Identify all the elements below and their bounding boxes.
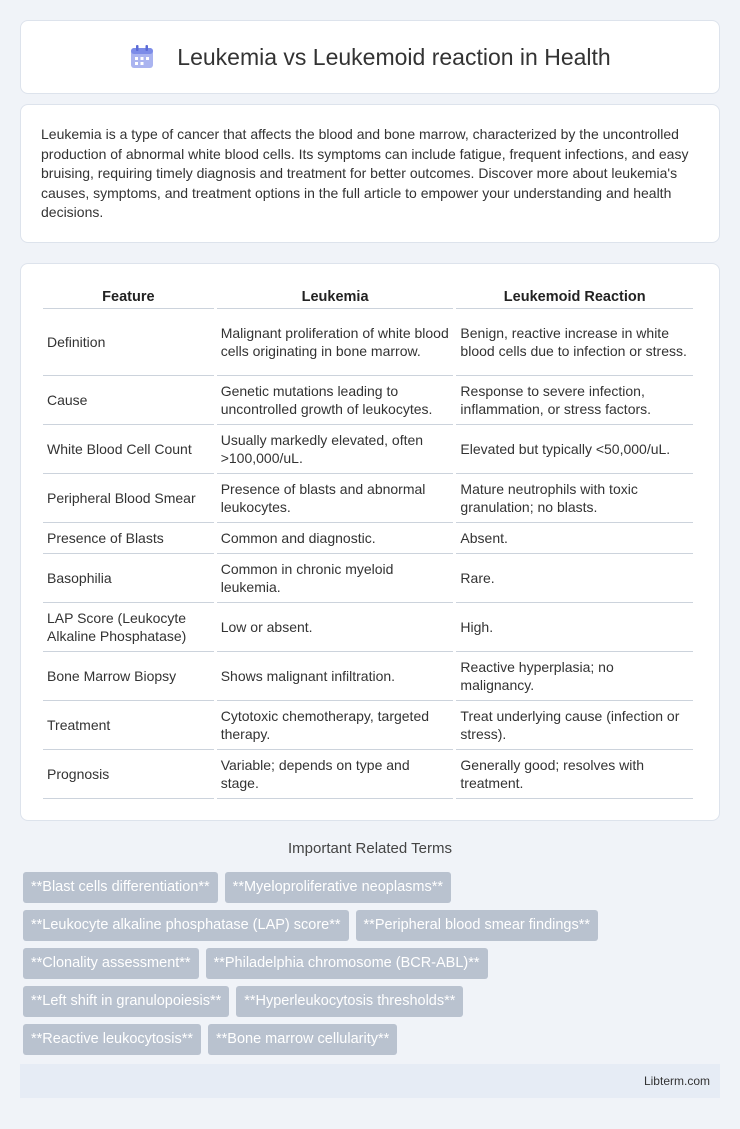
- feature-cell: Basophilia: [43, 554, 214, 603]
- feature-cell: Cause: [43, 376, 214, 425]
- related-term-tag[interactable]: **Myeloproliferative neoplasms**: [225, 872, 451, 903]
- table-row: [43, 603, 693, 652]
- related-term-tag[interactable]: **Leukocyte alkaline phosphatase (LAP) score**: [23, 910, 349, 941]
- feature-cell: Bone Marrow Biopsy: [43, 652, 214, 701]
- leukemoid-cell: Elevated but typically <50,000/uL.: [456, 425, 693, 474]
- leukemoid-cell: Response to severe infection, inflammation, or stress factors.: [456, 376, 693, 425]
- leukemia-cell: Variable; depends on type and stage.: [217, 750, 454, 799]
- column-header: Leukemia: [217, 284, 454, 309]
- leukemoid-cell: Benign, reactive increase in white blood cells due to infection or stress.: [456, 309, 693, 376]
- feature-cell: LAP Score (Leukocyte Alkaline Phosphatase): [43, 603, 214, 652]
- feature-cell: Treatment: [43, 701, 214, 750]
- table-row: [43, 554, 693, 603]
- leukemoid-cell: Reactive hyperplasia; no malignancy.: [456, 652, 693, 701]
- leukemia-cell: Common and diagnostic.: [217, 523, 454, 554]
- column-header: Leukemoid Reaction: [456, 284, 693, 309]
- tag-row: [23, 910, 723, 941]
- leukemia-cell: Malignant proliferation of white blood cells originating in bone marrow.: [217, 309, 454, 376]
- feature-cell: Definition: [43, 309, 214, 376]
- related-term-tag[interactable]: **Blast cells differentiation**: [23, 872, 218, 903]
- footer-brand-link[interactable]: Libterm.com: [643, 1074, 710, 1088]
- related-term-tag[interactable]: **Clonality assessment**: [23, 948, 199, 979]
- column-header: Feature: [43, 284, 214, 309]
- related-term-tag[interactable]: **Hyperleukocytosis thresholds**: [236, 986, 463, 1017]
- leukemoid-cell: Generally good; resolves with treatment.: [456, 750, 693, 799]
- leukemoid-cell: Treat underlying cause (infection or stress).: [456, 701, 693, 750]
- table-row: [43, 309, 693, 376]
- table-header-row: [43, 284, 693, 309]
- page-title: Leukemia vs Leukemoid reaction in Health: [177, 43, 611, 70]
- leukemia-cell: Cytotoxic chemotherapy, targeted therapy.: [217, 701, 454, 750]
- leukemia-cell: Usually markedly elevated, often >100,000/uL.: [217, 425, 454, 474]
- leukemia-cell: Low or absent.: [217, 603, 454, 652]
- leukemia-cell: Presence of blasts and abnormal leukocytes.: [217, 474, 454, 523]
- related-term-tag[interactable]: **Peripheral blood smear findings**: [356, 910, 599, 941]
- intro-card: [20, 104, 720, 243]
- related-term-tag[interactable]: **Left shift in granulopoiesis**: [23, 986, 229, 1017]
- leukemia-cell: Common in chronic myeloid leukemia.: [217, 554, 454, 603]
- table-row: [43, 523, 693, 554]
- table-row: [43, 652, 693, 701]
- comparison-card: [20, 263, 720, 821]
- tag-row: [23, 1024, 723, 1055]
- table-row: [43, 474, 693, 523]
- calendar-icon: [129, 44, 155, 70]
- leukemoid-cell: Absent.: [456, 523, 693, 554]
- footer: [20, 1064, 720, 1098]
- related-terms-title: Important Related Terms: [288, 840, 452, 857]
- feature-cell: Prognosis: [43, 750, 214, 799]
- leukemia-cell: Genetic mutations leading to uncontrolled growth of leukocytes.: [217, 376, 454, 425]
- feature-cell: White Blood Cell Count: [43, 425, 214, 474]
- feature-cell: Presence of Blasts: [43, 523, 214, 554]
- tag-row: [23, 948, 723, 979]
- leukemoid-cell: Mature neutrophils with toxic granulation; no blasts.: [456, 474, 693, 523]
- table-row: [43, 750, 693, 799]
- tag-row: [23, 872, 723, 903]
- leukemoid-cell: High.: [456, 603, 693, 652]
- related-term-tag[interactable]: **Reactive leukocytosis**: [23, 1024, 201, 1055]
- related-term-tag[interactable]: **Bone marrow cellularity**: [208, 1024, 397, 1055]
- header-card: [20, 20, 720, 94]
- table-row: [43, 701, 693, 750]
- leukemia-cell: Shows malignant infiltration.: [217, 652, 454, 701]
- table-row: [43, 376, 693, 425]
- intro-text: Leukemia is a type of cancer that affects the blood and bone marrow, characterized by the uncontrolled production of abnormal white blood cells. Its symptoms can include fatigue, frequent infections, and easy bruising, requiring timely diagnosis and treatment for better outcomes. Discover more about leukemia's causes, symptoms, and treatment options in the full article to empower your understanding and health decisions.: [41, 126, 689, 221]
- related-term-tag[interactable]: **Philadelphia chromosome (BCR-ABL)**: [206, 948, 488, 979]
- tag-row: [23, 986, 723, 1017]
- leukemoid-cell: Rare.: [456, 554, 693, 603]
- related-terms-list: [23, 872, 723, 1062]
- table-row: [43, 425, 693, 474]
- comparison-table: [40, 284, 696, 799]
- feature-cell: Peripheral Blood Smear: [43, 474, 214, 523]
